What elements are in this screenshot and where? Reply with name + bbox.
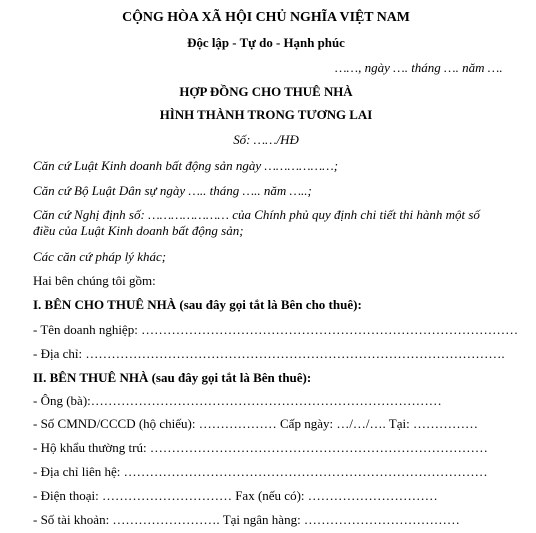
national-motto: Độc lập - Tự do - Hạnh phúc <box>187 35 345 50</box>
contract-number: Số: ……/HĐ <box>233 132 299 147</box>
legal-basis-line: Căn cứ Luật Kinh doanh bất động sản ngày ………………; <box>33 158 339 173</box>
lessor-heading: I. BÊN CHO THUÊ NHÀ <box>33 297 177 312</box>
parties-intro: Hai bên chúng tôi gồm: <box>33 273 156 288</box>
document-subtitle: HÌNH THÀNH TRONG TƯƠNG LAI <box>159 107 373 122</box>
lessee-field: - Địa chỉ liên hệ: ………………………………………………………………………… <box>33 464 488 479</box>
lessee-field: - Điện thoại: ………………………… Fax (nếu có): ………………………… <box>33 488 438 503</box>
lessee-field: - Số CMND/CCCD (hộ chiếu): ……………… Cấp ngày: …/…/…. Tại: …………… <box>33 416 478 431</box>
lessee-heading-row <box>33 370 311 386</box>
lessee-field: - Số tài khoản: ……………………. Tại ngân hàng: ……………………………… <box>33 512 460 527</box>
national-title: CỘNG HÒA XÃ HỘI CHỦ NGHĨA VIỆT NAM <box>122 10 410 25</box>
lessee-heading: II. BÊN THUÊ NHÀ <box>33 370 149 385</box>
legal-basis-line: Căn cứ Nghị định số: ………………… của Chính phủ quy định chi tiết thi hành một số <box>33 207 480 222</box>
lessor-heading-note: (sau đây gọi tắt là Bên cho thuê): <box>179 297 362 312</box>
legal-basis-line: Căn cứ Bộ Luật Dân sự ngày ….. tháng ….. năm …..; <box>33 183 312 198</box>
lessor-heading-row <box>33 297 362 313</box>
document-title: HỢP ĐỒNG CHO THUÊ NHÀ <box>179 84 353 99</box>
legal-basis-line: điều của Luật Kinh doanh bất động sản; <box>33 223 244 238</box>
date-line: ……, ngày …. tháng …. năm …. <box>335 60 503 75</box>
lessee-heading-note: (sau đây gọi tắt là Bên thuê): <box>151 370 312 385</box>
lessor-field: - Tên doanh nghiệp: …………………………………………………………………………… <box>33 322 519 337</box>
lessor-field: - Địa chỉ: ……………………………………………………………………………………. <box>33 346 505 361</box>
lessee-field: - Ông (bà):……………………………………………………………………… <box>33 393 442 408</box>
legal-basis-line: Các căn cứ pháp lý khác; <box>33 249 167 264</box>
lessee-field: - Hộ khẩu thường trú: …………………………………………………………………… <box>33 440 488 455</box>
